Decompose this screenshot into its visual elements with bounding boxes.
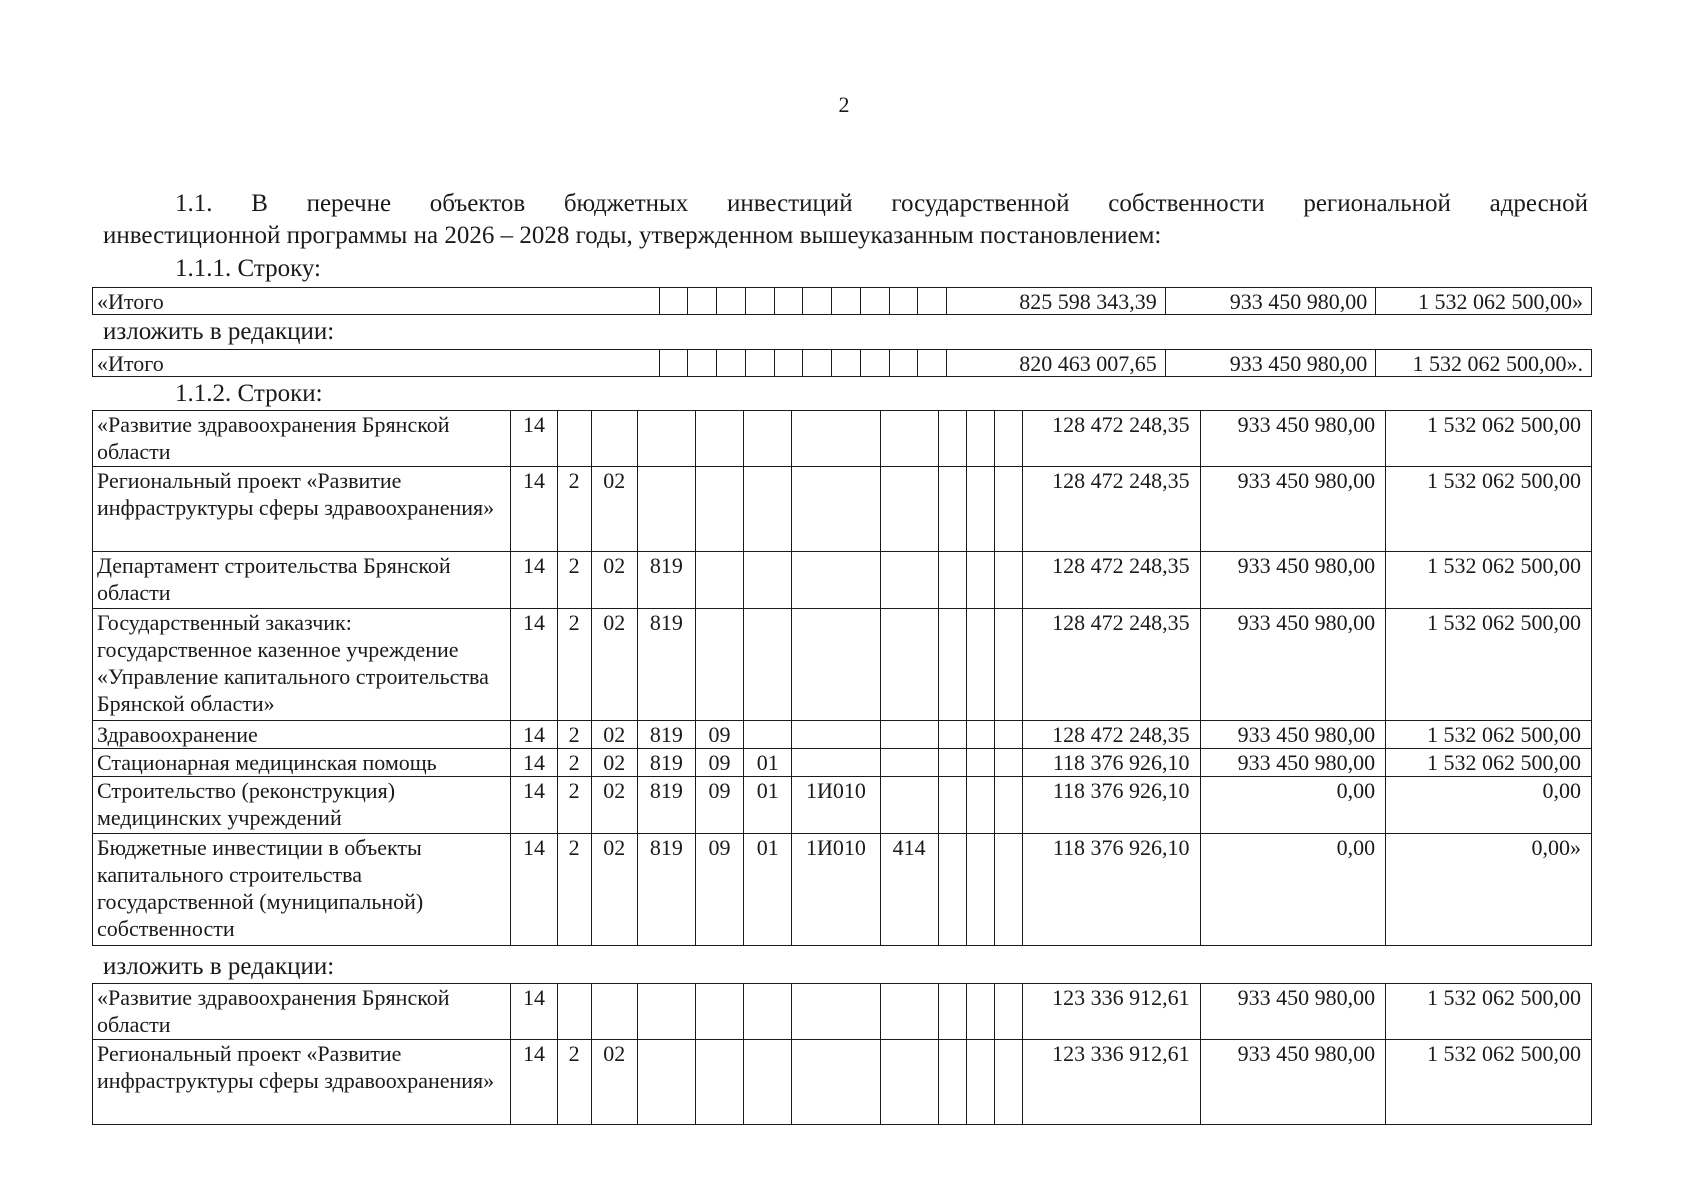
code-cell: 14 xyxy=(511,411,557,467)
value-2027: 933 450 980,00 xyxy=(1200,411,1386,467)
code-cell: 414 xyxy=(880,834,938,946)
code-cell xyxy=(695,467,743,552)
code-cell: 819 xyxy=(637,721,695,749)
code-cell: 02 xyxy=(591,721,637,749)
value-2028: 1 532 062 500,00 xyxy=(1386,467,1592,552)
code-cell: 14 xyxy=(511,721,557,749)
code-cell: 01 xyxy=(744,749,792,777)
value-2026: 128 472 248,35 xyxy=(1022,721,1200,749)
row-name: Государственный заказчик: государственное казенное учреждение «Управление капитального строительства Брянской области» xyxy=(93,609,511,721)
code-cell: 1И010 xyxy=(792,834,880,946)
code-cell xyxy=(744,552,792,609)
value-2028: 1 532 062 500,00 xyxy=(1386,552,1592,609)
table-row xyxy=(93,552,1592,609)
table-row xyxy=(93,411,1592,467)
code-cell xyxy=(792,552,880,609)
code-cell xyxy=(880,749,938,777)
total-name: «Итого xyxy=(93,350,660,377)
code-cell: 2 xyxy=(557,721,591,749)
code-cell xyxy=(792,411,880,467)
value-2027: 933 450 980,00 xyxy=(1200,467,1386,552)
total-row-new xyxy=(93,350,1592,377)
code-cell xyxy=(744,467,792,552)
intro-paragraph xyxy=(103,188,1588,252)
code-cell: 14 xyxy=(511,1040,557,1125)
value-2028: 1 532 062 500,00 xyxy=(1386,609,1592,721)
value-2027: 933 450 980,00 xyxy=(1200,721,1386,749)
code-cell: 819 xyxy=(637,609,695,721)
total-2027: 933 450 980,00 xyxy=(1165,350,1375,377)
code-cell xyxy=(880,552,938,609)
code-cell: 02 xyxy=(591,467,637,552)
total-row-old xyxy=(93,288,1592,315)
code-cell xyxy=(744,984,792,1040)
value-2026: 118 376 926,10 xyxy=(1022,834,1200,946)
section-1-1-2-heading: 1.1.2. Строки: xyxy=(175,380,323,407)
code-cell xyxy=(792,467,880,552)
value-2026: 118 376 926,10 xyxy=(1022,749,1200,777)
code-cell xyxy=(792,749,880,777)
value-2028: 1 532 062 500,00 xyxy=(1386,721,1592,749)
value-2027: 933 450 980,00 xyxy=(1200,749,1386,777)
value-2028: 0,00 xyxy=(1386,777,1592,834)
budget-table-old-body xyxy=(93,411,1592,946)
code-cell xyxy=(637,1040,695,1125)
code-cell xyxy=(880,609,938,721)
total-table-old xyxy=(92,287,1592,315)
code-cell: 14 xyxy=(511,749,557,777)
code-cell xyxy=(880,1040,938,1125)
value-2026: 128 472 248,35 xyxy=(1022,467,1200,552)
code-cell xyxy=(792,609,880,721)
code-cell xyxy=(695,552,743,609)
code-cell xyxy=(880,411,938,467)
row-name: «Развитие здравоохранения Брянской области xyxy=(93,984,511,1040)
table-row xyxy=(93,777,1592,834)
total-2026: 820 463 007,65 xyxy=(947,350,1166,377)
code-cell xyxy=(591,411,637,467)
code-cell: 2 xyxy=(557,777,591,834)
code-cell: 2 xyxy=(557,834,591,946)
row-name: Здравоохранение xyxy=(93,721,511,749)
budget-table-new xyxy=(92,983,1592,1125)
value-2026: 128 472 248,35 xyxy=(1022,552,1200,609)
row-name: Стационарная медицинская помощь xyxy=(93,749,511,777)
code-cell: 2 xyxy=(557,749,591,777)
code-cell xyxy=(695,411,743,467)
value-2028: 1 532 062 500,00 xyxy=(1386,1040,1592,1125)
code-cell xyxy=(637,467,695,552)
code-cell xyxy=(637,411,695,467)
code-cell: 819 xyxy=(637,552,695,609)
row-name: Бюджетные инвестиции в объекты капитального строительства государственной (муниципальной) собственности xyxy=(93,834,511,946)
value-2028: 1 532 062 500,00 xyxy=(1386,411,1592,467)
code-cell xyxy=(880,777,938,834)
section-1-1-1-heading: 1.1.1. Строку: xyxy=(175,255,321,282)
code-cell xyxy=(637,984,695,1040)
code-cell: 14 xyxy=(511,467,557,552)
value-2027: 933 450 980,00 xyxy=(1200,609,1386,721)
total-table-new xyxy=(92,349,1592,377)
value-2027: 933 450 980,00 xyxy=(1200,984,1386,1040)
code-cell: 02 xyxy=(591,749,637,777)
code-cell: 02 xyxy=(591,1040,637,1125)
code-cell: 01 xyxy=(744,777,792,834)
row-name: Строительство (реконструкция) медицинских учреждений xyxy=(93,777,511,834)
code-cell xyxy=(744,411,792,467)
total-2028: 1 532 062 500,00» xyxy=(1376,288,1592,315)
row-name: Региональный проект «Развитие инфраструктуры сферы здравоохранения» xyxy=(93,1040,511,1125)
code-cell: 02 xyxy=(591,834,637,946)
code-cell: 1И010 xyxy=(792,777,880,834)
row-name: «Развитие здравоохранения Брянской области xyxy=(93,411,511,467)
code-cell xyxy=(557,984,591,1040)
value-2026: 128 472 248,35 xyxy=(1022,411,1200,467)
code-cell xyxy=(792,1040,880,1125)
table-row xyxy=(93,749,1592,777)
code-cell: 819 xyxy=(637,834,695,946)
code-cell: 819 xyxy=(637,749,695,777)
code-cell xyxy=(744,1040,792,1125)
total-name: «Итого xyxy=(93,288,660,315)
code-cell: 14 xyxy=(511,552,557,609)
code-cell xyxy=(880,721,938,749)
code-cell xyxy=(695,609,743,721)
row-name: Региональный проект «Развитие инфраструктуры сферы здравоохранения» xyxy=(93,467,511,552)
page-number: 2 xyxy=(838,92,850,117)
value-2026: 128 472 248,35 xyxy=(1022,609,1200,721)
budget-table-new-body xyxy=(93,984,1592,1125)
budget-table-old xyxy=(92,410,1592,946)
code-cell: 14 xyxy=(511,984,557,1040)
value-2028: 1 532 062 500,00 xyxy=(1386,749,1592,777)
table-row xyxy=(93,467,1592,552)
total-2027: 933 450 980,00 xyxy=(1165,288,1375,315)
code-cell: 2 xyxy=(557,609,591,721)
code-cell: 02 xyxy=(591,552,637,609)
table-row xyxy=(93,1040,1592,1125)
value-2026: 123 336 912,61 xyxy=(1022,1040,1200,1125)
code-cell: 2 xyxy=(557,1040,591,1125)
value-2027: 0,00 xyxy=(1200,834,1386,946)
code-cell xyxy=(695,1040,743,1125)
intro-line-2: инвестиционной программы на 2026 – 2028 годы, утвержденном вышеуказанным постановлением: xyxy=(103,222,1162,249)
restate-label-2: изложить в редакции: xyxy=(103,953,335,980)
code-cell xyxy=(792,984,880,1040)
total-2028: 1 532 062 500,00». xyxy=(1376,350,1592,377)
code-cell xyxy=(591,984,637,1040)
value-2028: 0,00» xyxy=(1386,834,1592,946)
code-cell: 2 xyxy=(557,552,591,609)
code-cell: 819 xyxy=(637,777,695,834)
code-cell: 14 xyxy=(511,834,557,946)
row-name: Департамент строительства Брянской области xyxy=(93,552,511,609)
value-2028: 1 532 062 500,00 xyxy=(1386,984,1592,1040)
code-cell: 02 xyxy=(591,777,637,834)
restate-label-1: изложить в редакции: xyxy=(103,318,335,345)
value-2027: 0,00 xyxy=(1200,777,1386,834)
table-row xyxy=(93,834,1592,946)
code-cell: 09 xyxy=(695,721,743,749)
code-cell: 09 xyxy=(695,834,743,946)
value-2026: 118 376 926,10 xyxy=(1022,777,1200,834)
code-cell xyxy=(744,609,792,721)
code-cell: 14 xyxy=(511,609,557,721)
code-cell: 02 xyxy=(591,609,637,721)
intro-line-1: 1.1. В перечне объектов бюджетных инвестиций государственной собственности региональной адресной xyxy=(175,190,1588,217)
value-2027: 933 450 980,00 xyxy=(1200,1040,1386,1125)
code-cell: 14 xyxy=(511,777,557,834)
code-cell xyxy=(744,721,792,749)
code-cell: 09 xyxy=(695,749,743,777)
total-2026: 825 598 343,39 xyxy=(947,288,1166,315)
code-cell xyxy=(695,984,743,1040)
table-row xyxy=(93,721,1592,749)
code-cell xyxy=(792,721,880,749)
code-cell: 2 xyxy=(557,467,591,552)
table-row xyxy=(93,609,1592,721)
code-cell xyxy=(557,411,591,467)
value-2027: 933 450 980,00 xyxy=(1200,552,1386,609)
table-row xyxy=(93,984,1592,1040)
code-cell: 01 xyxy=(744,834,792,946)
code-cell xyxy=(880,984,938,1040)
code-cell: 09 xyxy=(695,777,743,834)
value-2026: 123 336 912,61 xyxy=(1022,984,1200,1040)
code-cell xyxy=(880,467,938,552)
